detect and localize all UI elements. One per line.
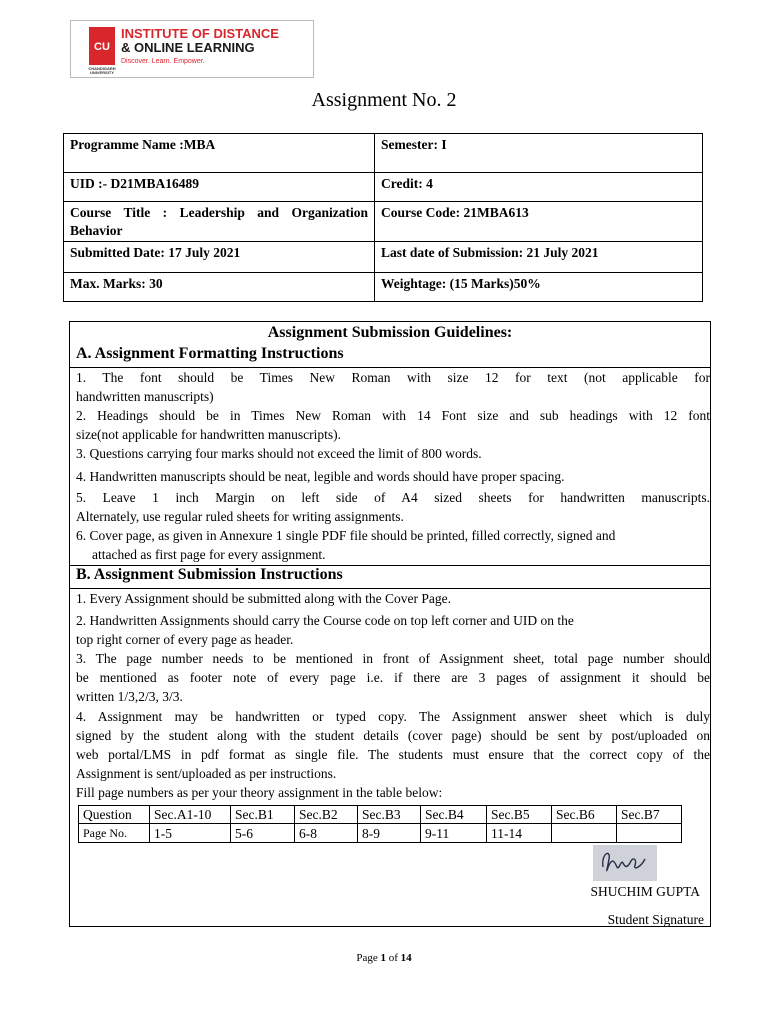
course-title-line-1: Course Title : Leadership and Organization: [70, 205, 368, 220]
b-item-4-line-2: signed by the student along with the student details (cover page) should be sent by post/uploaded on: [76, 728, 710, 743]
guidelines-box: [69, 321, 711, 927]
course-title-line-2: Behavior: [70, 223, 123, 238]
table-header-cell: Sec.B5: [487, 806, 552, 824]
logo-line-1: INSTITUTE OF DISTANCE: [121, 26, 279, 41]
programme-name: Programme Name :MBA: [64, 134, 375, 173]
b-item-1: 1. Every Assignment should be submitted along with the Cover Page.: [76, 591, 451, 606]
a-item-5-line-1: 5. Leave 1 inch Margin on left side of A4 sized sheets for handwritten manuscripts.: [76, 490, 710, 505]
guidelines-title: Assignment Submission Guidelines:: [267, 324, 513, 341]
student-name: SHUCHIM GUPTA: [590, 884, 700, 899]
table-header-cell: Sec.B4: [421, 806, 487, 824]
table-cell: 5-6: [231, 824, 295, 843]
a-item-2-line-1: 2. Headings should be in Times New Roman with 14 Font size and sub headings with 12 font: [76, 408, 710, 423]
course-code: Course Code: 21MBA613: [375, 202, 703, 242]
logo-tagline: Discover. Learn. Empower.: [121, 58, 205, 65]
b-item-2-line-2: top right corner of every page as header.: [76, 632, 294, 647]
b-item-2-line-1: 2. Handwritten Assignments should carry the Course code on top left corner and UID on the: [76, 613, 574, 628]
table-cell: Page No.: [79, 824, 150, 843]
assignment-info-table: [63, 133, 703, 302]
signature-scribble: [593, 845, 657, 881]
a-item-1-line-2: handwritten manuscripts): [76, 389, 214, 404]
badge-subtext: CHANDIGARH UNIVERSITY: [88, 66, 116, 75]
page-footer: [0, 952, 768, 964]
badge-text: CU: [94, 41, 110, 53]
table-header-cell: Sec.B2: [295, 806, 358, 824]
table-cell: 11-14: [487, 824, 552, 843]
page-number-table: [78, 805, 682, 843]
table-header-cell: Sec.A1-10: [150, 806, 231, 824]
a-item-2-line-2: size(not applicable for handwritten manuscripts).: [76, 427, 342, 442]
a-item-4: 4. Handwritten manuscripts should be neat, legible and words should have proper spacing.: [76, 469, 565, 484]
table-cell: 6-8: [295, 824, 358, 843]
section-b-heading: B. Assignment Submission Instructions: [76, 566, 343, 583]
table-cell: 1-5: [150, 824, 231, 843]
cu-badge: [88, 27, 116, 75]
table-header-cell: Question: [79, 806, 150, 824]
institute-logo: [70, 20, 314, 78]
signature-image: [593, 845, 657, 881]
b-item-3-line-1: 3. The page number needs to be mentioned in front of Assignment sheet, total page number should: [76, 651, 710, 666]
b-item-4-line-4: Assignment is sent/uploaded as per instructions.: [76, 766, 337, 781]
table-cell: [552, 824, 617, 843]
a-item-6-line-1: 6. Cover page, as given in Annexure 1 single PDF file should be printed, filled correctly, signed and: [76, 528, 616, 543]
course-title: [64, 202, 375, 242]
table-header-cell: Sec.B1: [231, 806, 295, 824]
max-marks: Max. Marks: 30: [64, 273, 375, 302]
section-a-heading: A. Assignment Formatting Instructions: [76, 345, 344, 362]
total-pages: 14: [400, 952, 412, 964]
b-item-4-line-3: web portal/LMS in pdf format as single file. The students must ensure that the correct copy of the: [76, 747, 710, 762]
weightage: Weightage: (15 Marks)50%: [375, 273, 703, 302]
table-cell: 8-9: [358, 824, 421, 843]
footer-of: of: [385, 952, 401, 964]
b-item-4-line-1: 4. Assignment may be handwritten or typed copy. The Assignment answer sheet which is duly: [76, 709, 710, 724]
credit: Credit: 4: [375, 173, 703, 202]
a-item-3: 3. Questions carrying four marks should not exceed the limit of 800 words.: [76, 446, 482, 461]
b-item-3-line-3: written 1/3,2/3, 3/3.: [76, 689, 183, 704]
logo-line-2: & ONLINE LEARNING: [121, 40, 255, 55]
submitted-date: Submitted Date: 17 July 2021: [64, 242, 375, 273]
table-header-cell: Sec.B6: [552, 806, 617, 824]
uid: UID :- D21MBA16489: [64, 173, 375, 202]
student-signature-label: Student Signature: [607, 912, 704, 927]
semester: Semester: I: [375, 134, 703, 173]
footer-prefix: Page: [356, 952, 381, 964]
a-item-1-line-1: 1. The font should be Times New Roman with size 12 for text (not applicable for: [76, 370, 710, 385]
last-date-of-submission: Last date of Submission: 21 July 2021: [375, 242, 703, 273]
a-item-6-line-2: attached as first page for every assignment.: [92, 547, 326, 562]
a-item-5-line-2: Alternately, use regular ruled sheets for writing assignments.: [76, 509, 404, 524]
page-title: Assignment No. 2: [311, 89, 457, 111]
b-item-3-line-2: be mentioned as footer note of every page i.e. if there are 3 pages of assignment it should be: [76, 670, 710, 685]
table-header-cell: Sec.B7: [617, 806, 682, 824]
fill-page-numbers-instruction: Fill page numbers as per your theory assignment in the table below:: [76, 785, 443, 800]
current-page: 1: [380, 952, 386, 964]
table-cell: [617, 824, 682, 843]
table-cell: 9-11: [421, 824, 487, 843]
table-header-cell: Sec.B3: [358, 806, 421, 824]
